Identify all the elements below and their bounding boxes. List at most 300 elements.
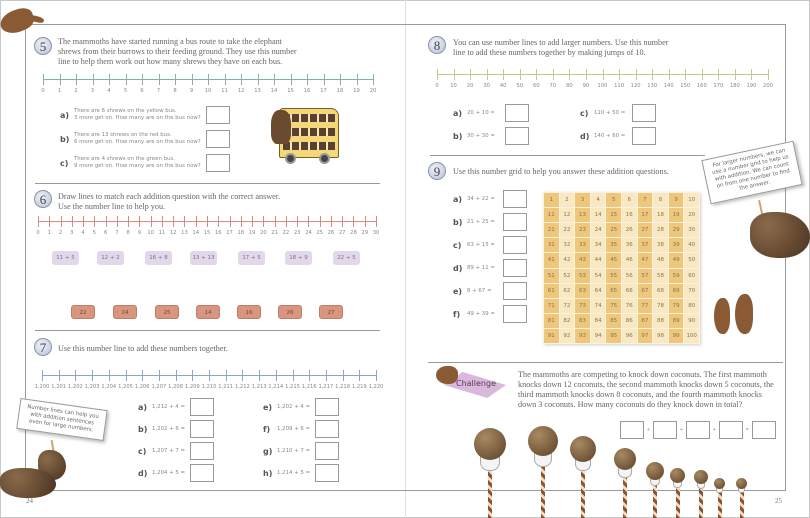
question-line-2: 9 more get on. How many are on the bus now? — [74, 163, 201, 169]
number-line-tick — [72, 216, 73, 227]
grid-cell: 93 — [575, 329, 590, 343]
grid-cell: 4 — [591, 193, 606, 207]
number-line-label: 1,205 — [118, 384, 133, 390]
number-line-label: 20 — [260, 230, 267, 236]
answer-chip[interactable]: 25 — [155, 305, 179, 319]
grid-cell: 38 — [653, 238, 668, 252]
question-letter: b) — [453, 217, 463, 227]
number-line-tick — [226, 370, 227, 381]
answer-box[interactable] — [632, 127, 656, 145]
grid-cell: 75 — [606, 299, 621, 313]
answer-box[interactable] — [503, 213, 527, 231]
grid-cell: 2 — [560, 193, 575, 207]
number-line-label: 150 — [680, 83, 691, 89]
number-line-label: 15 — [203, 230, 211, 236]
grid-cell: 22 — [560, 223, 575, 237]
number-line-tick — [331, 216, 332, 227]
mammoth-bus-illustration — [271, 104, 343, 164]
number-line-label: 1,214 — [268, 384, 284, 390]
grid-cell: 11 — [544, 208, 559, 222]
number-line-label: 23 — [293, 230, 301, 236]
number-line-label: 21 — [271, 230, 278, 236]
number-line-tick — [569, 69, 570, 80]
number-line-label: 28 — [350, 230, 357, 236]
grid-cell: 68 — [653, 284, 668, 298]
grid-cell: 41 — [544, 253, 559, 267]
number-line-label: 22 — [282, 230, 290, 236]
number-line-label: 1,208 — [168, 384, 184, 390]
number-line-label: 170 — [713, 83, 724, 89]
number-line-tick — [342, 216, 343, 227]
grid-cell: 89 — [669, 314, 684, 328]
question-text: 1,204 + 5 = — [152, 469, 186, 476]
grid-cell: 60 — [684, 269, 699, 283]
question-text: 1,202 + 4 = — [277, 403, 311, 410]
number-line-tick — [685, 69, 686, 80]
question-row — [60, 106, 230, 124]
number-line-label: 2 — [74, 88, 78, 94]
number-line-label: 9 — [189, 88, 194, 94]
number-line-tick — [192, 370, 193, 381]
question-row — [453, 213, 527, 231]
grid-cell: 77 — [638, 299, 653, 313]
grid-cell: 86 — [622, 314, 637, 328]
question-letter: b) — [138, 424, 148, 434]
question-letter: a) — [138, 402, 148, 412]
number-line-label: 10 — [450, 83, 457, 89]
grid-cell: 40 — [684, 238, 699, 252]
grid-cell: 9 — [669, 193, 684, 207]
number-line-label: 13 — [181, 230, 188, 236]
number-line-label: 14 — [270, 88, 278, 94]
answer-box[interactable] — [315, 420, 339, 438]
question-7-badge: 7 — [34, 338, 52, 356]
question-row — [138, 464, 214, 482]
operator-symbol: + — [712, 427, 716, 433]
number-line-tick — [258, 74, 259, 85]
number-line-label: 5 — [123, 88, 128, 94]
grid-cell: 39 — [669, 238, 684, 252]
number-line-label: 1,210 — [201, 384, 217, 390]
question-letter: c) — [138, 446, 147, 456]
number-line-tick — [263, 216, 264, 227]
number-line-label: 1,200 — [34, 384, 50, 390]
grid-cell: 1 — [544, 193, 559, 207]
answer-box[interactable] — [503, 236, 527, 254]
question-text: 21 + 25 = — [467, 218, 495, 225]
grid-cell: 49 — [669, 253, 684, 267]
number-line-label: 4 — [81, 230, 85, 236]
answer-chip[interactable]: 16 — [237, 305, 261, 319]
question-letter: b) — [453, 131, 463, 141]
number-line-label: 1 — [57, 88, 62, 94]
number-line-label: 70 — [549, 83, 557, 89]
tree-branch-illustration — [750, 212, 810, 258]
number-line-tick — [128, 216, 129, 227]
answer-box[interactable] — [503, 190, 527, 208]
grid-cell: 42 — [560, 253, 575, 267]
question-8-badge: 8 — [428, 36, 446, 54]
grid-cell: 25 — [606, 223, 621, 237]
number-line-tick — [293, 370, 294, 381]
number-line-tick — [142, 74, 143, 85]
number-line-tick — [619, 69, 620, 80]
answer-box[interactable] — [190, 464, 214, 482]
grid-cell: 15 — [606, 208, 621, 222]
number-line-tick — [241, 216, 242, 227]
question-row — [138, 398, 214, 416]
question-letter: b) — [60, 134, 70, 144]
grid-cell: 76 — [622, 299, 637, 313]
number-line-label: 13 — [254, 88, 261, 94]
answer-chip[interactable]: 22 — [71, 305, 95, 319]
number-line-label: 1,213 — [251, 384, 267, 390]
number-line-tick — [735, 69, 736, 80]
number-line-label: 0 — [41, 88, 45, 94]
question-row — [263, 398, 339, 416]
answer-box[interactable] — [503, 259, 527, 277]
number-line-tick — [357, 74, 358, 85]
question-text: 1,214 + 5 = — [277, 469, 311, 476]
number-line-label: 1,212 — [234, 384, 250, 390]
grid-cell: 53 — [575, 269, 590, 283]
number-line-tick — [109, 370, 110, 381]
grid-cell: 85 — [606, 314, 621, 328]
number-line-label: 80 — [566, 83, 573, 89]
section-divider — [430, 155, 705, 156]
number-line-tick — [196, 216, 197, 227]
number-line-tick — [308, 216, 309, 227]
question-text: 1,209 + 6 = — [277, 425, 311, 432]
number-line-label: 0 — [36, 230, 40, 236]
number-line-tick — [259, 370, 260, 381]
grid-cell: 69 — [669, 284, 684, 298]
answer-box[interactable] — [315, 442, 339, 460]
number-line-label: 10 — [204, 88, 212, 94]
question-chip[interactable]: 13 + 13 — [190, 251, 217, 265]
grid-cell: 62 — [560, 284, 575, 298]
question-text: 89 + 11 = — [467, 264, 495, 271]
question-row — [453, 104, 529, 122]
challenge-label: Challenge — [456, 379, 496, 388]
grid-cell: 67 — [638, 284, 653, 298]
number-line-label: 6 — [103, 230, 108, 236]
number-line-tick — [376, 370, 377, 381]
answer-box[interactable] — [503, 282, 527, 300]
number-line-tick — [309, 370, 310, 381]
question-chip[interactable]: 12 + 2 — [97, 251, 124, 265]
question-text — [74, 108, 206, 122]
number-line-label: 190 — [746, 83, 757, 89]
grid-cell: 88 — [653, 314, 668, 328]
challenge-total-box[interactable] — [752, 421, 776, 439]
question-row — [580, 104, 656, 122]
operator-symbol: + — [647, 427, 650, 433]
answer-box[interactable] — [206, 130, 230, 148]
number-line-tick — [94, 216, 95, 227]
number-line-label: 9 — [137, 230, 142, 236]
number-line-tick — [586, 69, 587, 80]
number-line-label: 30 — [372, 230, 380, 236]
question-chip[interactable]: 11 + 5 — [52, 251, 79, 265]
grid-cell: 83 — [575, 314, 590, 328]
number-line-tick — [175, 74, 176, 85]
number-line-tick — [83, 216, 84, 227]
number-line-tick — [49, 216, 50, 227]
question-line-1: There are 13 shrews on the red bus. — [74, 132, 172, 138]
grid-cell: 24 — [591, 223, 606, 237]
number-line-tick — [173, 216, 174, 227]
question-letter: h) — [263, 468, 273, 478]
tree-branch-illustration — [0, 468, 56, 498]
grid-cell: 72 — [560, 299, 575, 313]
question-row — [453, 190, 527, 208]
challenge-answer-box[interactable] — [653, 421, 677, 439]
number-line-label: 17 — [320, 88, 327, 94]
operator-symbol: + — [679, 427, 683, 433]
question-chip[interactable]: 18 + 9 — [285, 251, 312, 265]
grid-cell: 20 — [684, 208, 699, 222]
operator-symbol: = — [745, 427, 749, 433]
question-text: 63 + 15 = — [467, 241, 495, 248]
grid-cell: 90 — [684, 314, 699, 328]
question-row — [263, 464, 339, 482]
page-number-right: 25 — [775, 497, 782, 505]
grid-cell: 14 — [591, 208, 606, 222]
number-line-tick — [320, 216, 321, 227]
grid-cell: 81 — [544, 314, 559, 328]
grid-cell: 8 — [653, 193, 668, 207]
answer-box[interactable] — [206, 154, 230, 172]
question-6-instruction-2: Use the number line to help you. — [58, 202, 166, 211]
number-line-tick — [142, 370, 143, 381]
number-line-tick — [652, 69, 653, 80]
grid-cell: 96 — [622, 329, 637, 343]
number-line-label: 29 — [361, 230, 369, 236]
number-line-label: 0 — [435, 83, 439, 89]
number-line-0-200 — [435, 69, 773, 93]
question-row — [453, 259, 527, 277]
question-letter: e) — [263, 402, 273, 412]
question-text: 1,207 + 7 = — [152, 447, 186, 454]
number-line-tick — [276, 370, 277, 381]
answer-chip[interactable]: 26 — [278, 305, 302, 319]
question-text: 49 + 39 = — [467, 310, 495, 317]
grid-cell: 6 — [622, 193, 637, 207]
question-letter: c) — [453, 240, 462, 250]
question-letter: a) — [453, 194, 463, 204]
grid-cell: 66 — [622, 284, 637, 298]
grid-cell: 52 — [560, 269, 575, 283]
number-line-tick — [324, 74, 325, 85]
number-line-tick — [307, 74, 308, 85]
number-line-tick — [159, 74, 160, 85]
grid-cell: 73 — [575, 299, 590, 313]
question-letter: c) — [60, 158, 69, 168]
answer-box[interactable] — [505, 127, 529, 145]
grid-cell: 32 — [560, 238, 575, 252]
number-line-label: 1,206 — [134, 384, 150, 390]
number-line-tick — [340, 74, 341, 85]
grid-cell: 84 — [591, 314, 606, 328]
number-line-label: 130 — [647, 83, 658, 89]
number-line-tick — [536, 69, 537, 80]
number-line-0-20 — [41, 74, 377, 98]
grid-cell: 33 — [575, 238, 590, 252]
grid-cell: 28 — [653, 223, 668, 237]
number-line-label: 20 — [369, 88, 377, 94]
answer-chip[interactable]: 24 — [113, 305, 137, 319]
answer-box[interactable] — [505, 104, 529, 122]
question-letter: a) — [60, 110, 70, 120]
question-letter: d) — [580, 131, 590, 141]
question-row — [60, 130, 230, 148]
number-line-tick — [76, 74, 77, 85]
number-line-tick — [718, 69, 719, 80]
number-line-label: 200 — [763, 83, 773, 89]
tip-sign-number-grid: For larger numbers, we can use a number grid to help us with addition. We can count on from one number to find the answer. — [701, 141, 802, 205]
number-line-label: 2 — [58, 230, 63, 236]
number-line-tick — [61, 216, 62, 227]
grid-cell: 61 — [544, 284, 559, 298]
grid-cell: 87 — [638, 314, 653, 328]
number-line-tick — [353, 216, 354, 227]
grid-cell: 64 — [591, 284, 606, 298]
answer-chip[interactable]: 27 — [319, 305, 343, 319]
answer-box[interactable] — [503, 305, 527, 323]
number-line-label: 7 — [115, 230, 119, 236]
answer-box[interactable] — [315, 464, 339, 482]
grid-cell: 51 — [544, 269, 559, 283]
number-line-label: 25 — [316, 230, 323, 236]
answer-box[interactable] — [190, 420, 214, 438]
number-line-label: 8 — [173, 88, 177, 94]
number-line-label: 1,216 — [301, 384, 317, 390]
question-text: 20 + 10 = — [467, 109, 495, 116]
grid-cell: 5 — [606, 193, 621, 207]
question-chip[interactable]: 22 + 5 — [333, 251, 360, 265]
number-line-label: 1,201 — [51, 384, 67, 390]
shrew-pair-illustration — [735, 294, 753, 334]
number-line-tick — [503, 69, 504, 80]
number-line-label: 19 — [248, 230, 256, 236]
answer-box[interactable] — [632, 104, 656, 122]
grid-cell: 10 — [684, 193, 699, 207]
grid-cell: 18 — [653, 208, 668, 222]
grid-cell: 56 — [622, 269, 637, 283]
question-chip[interactable]: 16 + 8 — [145, 251, 172, 265]
question-letter: a) — [453, 108, 463, 118]
grid-cell: 27 — [638, 223, 653, 237]
question-6-instruction-1: Draw lines to match each addition question with the correct answer. — [58, 192, 281, 201]
question-chip[interactable]: 17 + 5 — [238, 251, 265, 265]
number-line-tick — [151, 216, 152, 227]
answer-box[interactable] — [315, 398, 339, 416]
question-text: 8 + 67 = — [467, 287, 492, 294]
number-line-label: 180 — [729, 83, 740, 89]
page-number-left: 24 — [26, 497, 33, 505]
number-line-label: 20 — [466, 83, 474, 89]
grid-cell: 47 — [638, 253, 653, 267]
number-line-tick — [454, 69, 455, 80]
question-letter: d) — [453, 263, 463, 273]
answer-box[interactable] — [190, 398, 214, 416]
number-line-label: 5 — [92, 230, 96, 236]
number-line-tick — [291, 74, 292, 85]
challenge-answer-box[interactable] — [686, 421, 710, 439]
number-line-label: 120 — [630, 83, 641, 89]
grid-cell: 58 — [653, 269, 668, 283]
grid-cell: 82 — [560, 314, 575, 328]
number-line-label: 16 — [214, 230, 222, 236]
number-line-label: 1,204 — [101, 384, 117, 390]
tip-sign-number-lines: Number lines can help you with addition sentences even for large numbers. — [16, 398, 107, 441]
challenge-answer-box[interactable] — [719, 421, 743, 439]
number-line-tick — [242, 370, 243, 381]
question-letter: c) — [580, 108, 589, 118]
number-line-tick — [636, 69, 637, 80]
question-text: 1,202 + 6 = — [152, 425, 186, 432]
number-line-tick — [159, 370, 160, 381]
number-line-tick — [43, 74, 44, 85]
grid-cell: 94 — [591, 329, 606, 343]
grid-cell: 46 — [622, 253, 637, 267]
number-line-tick — [162, 216, 163, 227]
number-line-label: 1,215 — [285, 384, 300, 390]
question-line-2: 3 more get on. How many are on the bus now? — [74, 115, 201, 121]
number-line-label: 26 — [327, 230, 335, 236]
number-line-tick — [117, 216, 118, 227]
grid-cell: 26 — [622, 223, 637, 237]
question-letter: e) — [453, 286, 463, 296]
answer-box[interactable] — [206, 106, 230, 124]
number-line-label: 27 — [338, 230, 346, 236]
hundred-number-grid — [543, 192, 700, 344]
number-line-label: 1,219 — [351, 384, 367, 390]
question-line-2: 6 more get on. How many are on the bus now? — [74, 139, 201, 145]
number-line-label: 1,202 — [67, 384, 83, 390]
number-line-tick — [376, 216, 377, 227]
answer-box[interactable] — [190, 442, 214, 460]
number-line-label: 40 — [499, 83, 507, 89]
number-line-label: 15 — [287, 88, 294, 94]
shrew-pair-illustration — [714, 298, 730, 334]
grid-cell: 100 — [684, 329, 699, 343]
number-line-label: 3 — [70, 230, 74, 236]
grid-cell: 44 — [591, 253, 606, 267]
grid-cell: 57 — [638, 269, 653, 283]
number-line-label: 17 — [226, 230, 233, 236]
grid-cell: 21 — [544, 223, 559, 237]
grid-cell: 17 — [638, 208, 653, 222]
number-line-tick — [286, 216, 287, 227]
question-text: 110 + 50 = — [594, 109, 626, 116]
number-line-tick — [59, 370, 60, 381]
number-line-tick — [230, 216, 231, 227]
number-line-label: 30 — [483, 83, 490, 89]
question-letter: f) — [263, 424, 271, 434]
number-line-label: 12 — [237, 88, 245, 94]
answer-chip[interactable]: 14 — [196, 305, 220, 319]
number-line-tick — [106, 216, 107, 227]
grid-cell: 80 — [684, 299, 699, 313]
challenge-answer-box[interactable] — [620, 421, 644, 439]
grid-cell: 19 — [669, 208, 684, 222]
grid-cell: 37 — [638, 238, 653, 252]
number-line-label: 1,207 — [151, 384, 167, 390]
challenge-equation — [620, 421, 776, 439]
question-text: 1,210 + 7 = — [277, 447, 311, 454]
